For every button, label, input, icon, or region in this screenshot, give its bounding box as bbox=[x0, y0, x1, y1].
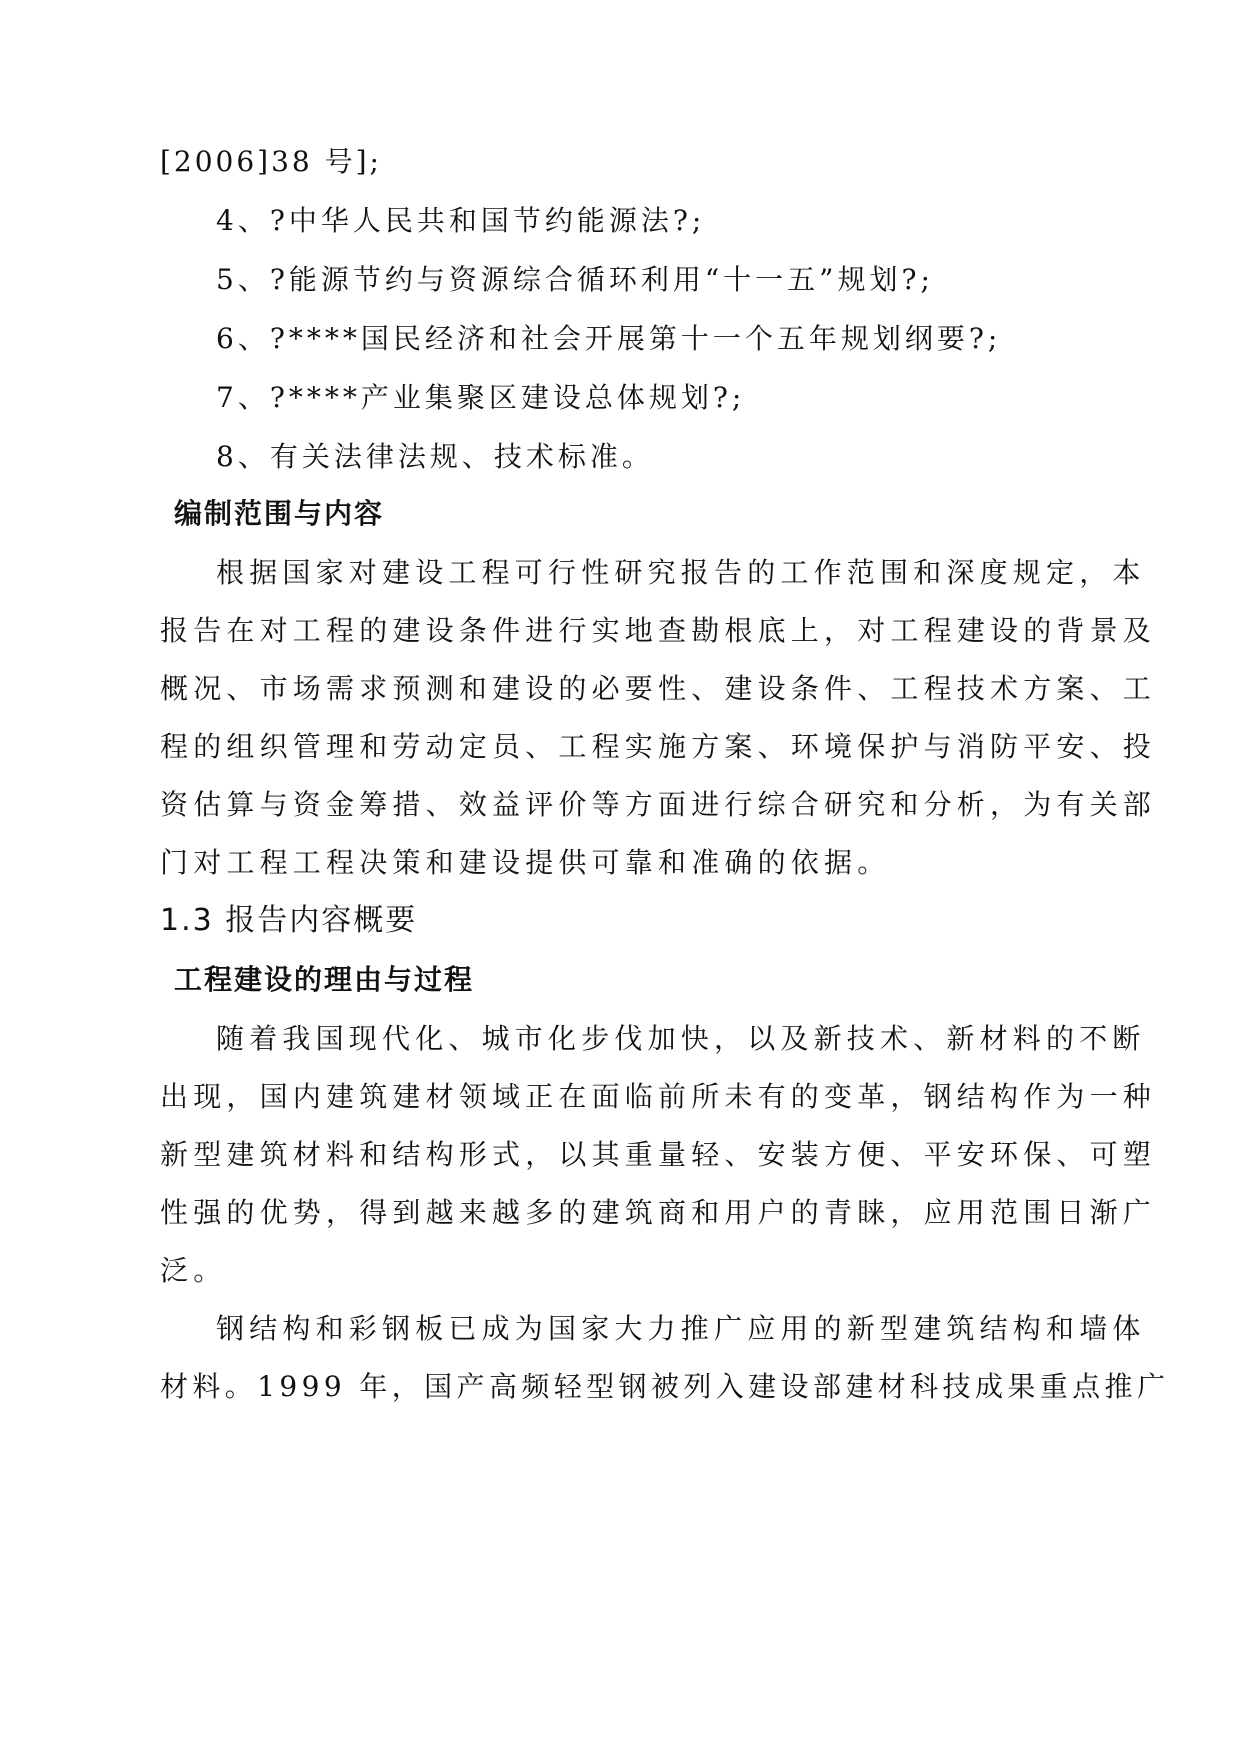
subheading-reason: 工程建设的理由与过程 bbox=[174, 963, 475, 996]
paragraph-line: 根据国家对建设工程可行性研究报告的工作范围和深度规定，本 bbox=[216, 556, 1146, 589]
paragraph-line: 资估算与资金筹措、效益评价等方面进行综合研究和分析，为有关部 bbox=[160, 788, 1157, 821]
paragraph-line: 钢结构和彩钢板已成为国家大力推广应用的新型建筑结构和墙体 bbox=[216, 1312, 1146, 1345]
list-item: 8、有关法律法规、技术标准。 bbox=[216, 440, 654, 473]
paragraph-line: 门对工程工程决策和建设提供可靠和准确的依据。 bbox=[160, 846, 891, 879]
paragraph-line: 新型建筑材料和结构形式，以其重量轻、安装方便、平安环保、可塑 bbox=[160, 1138, 1157, 1171]
list-item: 6、?****国民经济和社会开展第十一个五年规划纲要?; bbox=[216, 322, 1002, 355]
paragraph-line: 概况、市场需求预测和建设的必要性、建设条件、工程技术方案、工 bbox=[160, 672, 1157, 705]
paragraph-line: 材料。1999 年，国产高频轻型钢被列入建设部建材科技成果重点推广 bbox=[160, 1370, 1170, 1403]
list-item: 7、?****产业集聚区建设总体规划?; bbox=[216, 381, 746, 414]
section-title: 1.3 报告内容概要 bbox=[160, 903, 418, 938]
paragraph-line: 随着我国现代化、城市化步伐加快，以及新技术、新材料的不断 bbox=[216, 1022, 1146, 1055]
paragraph-line: 性强的优势，得到越来越多的建筑商和用户的青睐，应用范围日渐广 bbox=[160, 1196, 1157, 1229]
reference-continuation: [2006]38 号]; bbox=[160, 145, 382, 178]
paragraph-line: 报告在对工程的建设条件进行实地查勘根底上，对工程建设的背景及 bbox=[160, 614, 1157, 647]
list-item: 5、?能源节约与资源综合循环利用“十一五”规划?; bbox=[216, 263, 934, 296]
paragraph-line: 程的组织管理和劳动定员、工程实施方案、环境保护与消防平安、投 bbox=[160, 730, 1157, 763]
paragraph-line: 出现，国内建筑建材领域正在面临前所未有的变革，钢结构作为一种 bbox=[160, 1080, 1157, 1113]
subheading-scope: 编制范围与内容 bbox=[174, 497, 385, 530]
list-item: 4、?中华人民共和国节约能源法?; bbox=[216, 204, 706, 237]
paragraph-line: 泛。 bbox=[160, 1254, 227, 1287]
